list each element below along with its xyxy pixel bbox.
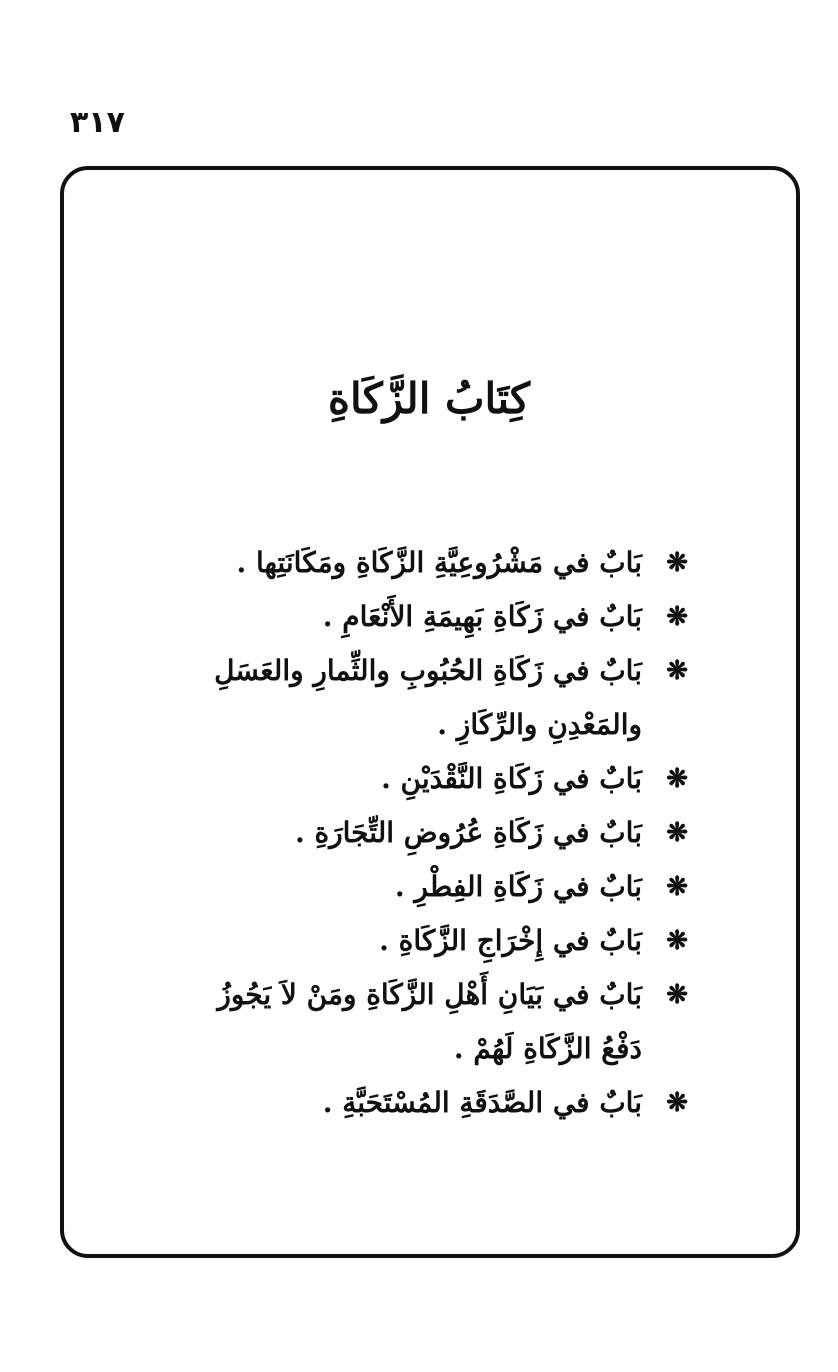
asterisk-bullet-icon: ❋ <box>666 764 688 794</box>
asterisk-bullet-icon: ❋ <box>666 926 688 956</box>
asterisk-bullet-icon: ❋ <box>666 818 688 848</box>
list-item-text: بَابٌ في زَكَاةِ الحُبُوبِ والثِّمارِ والعَسَلِ والمَعْدِنِ والرِّكَازِ . <box>214 654 642 741</box>
list-item <box>208 536 688 590</box>
asterisk-bullet-icon: ❋ <box>666 980 688 1010</box>
list-item <box>208 590 688 644</box>
section-list <box>208 536 688 1130</box>
list-item-text: بَابٌ في زَكَاةِ النَّقْدَيْنِ . <box>381 762 642 795</box>
list-item-text: بَابٌ في زَكَاةِ الفِطْرِ . <box>394 870 642 903</box>
list-item <box>208 644 688 752</box>
list-item <box>208 752 688 806</box>
asterisk-bullet-icon: ❋ <box>666 1088 688 1118</box>
list-item <box>208 860 688 914</box>
list-item <box>208 1076 688 1130</box>
chapter-title: كِتَابُ الزَّكَاةِ <box>327 374 531 423</box>
list-item-text: بَابٌ في إِخْرَاجِ الزَّكَاةِ . <box>379 924 642 957</box>
list-item-text: بَابٌ في بَيَانِ أَهْلِ الزَّكَاةِ ومَنْ لاَ يَجُوزُ دَفْعُ الزَّكَاةِ لَهُمْ . <box>217 978 642 1065</box>
list-item-text: بَابٌ في زَكَاةِ عُرُوضِ التِّجَارَةِ . <box>294 816 642 849</box>
list-item-text: بَابٌ في الصَّدَقَةِ المُسْتَحَبَّةِ . <box>322 1086 642 1119</box>
asterisk-bullet-icon: ❋ <box>666 548 688 578</box>
list-item-text: بَابٌ في مَشْرُوعِيَّةِ الزَّكَاةِ ومَكَانَتِها . <box>236 546 642 579</box>
asterisk-bullet-icon: ❋ <box>666 872 688 902</box>
list-item <box>208 968 688 1076</box>
page-number: ٣١٧ <box>70 105 125 140</box>
list-item <box>208 914 688 968</box>
list-item-text: بَابٌ في زَكَاةِ بَهِيمَةِ الأَنْعَامِ . <box>322 600 642 633</box>
asterisk-bullet-icon: ❋ <box>666 656 688 686</box>
list-item <box>208 806 688 860</box>
asterisk-bullet-icon: ❋ <box>666 602 688 632</box>
